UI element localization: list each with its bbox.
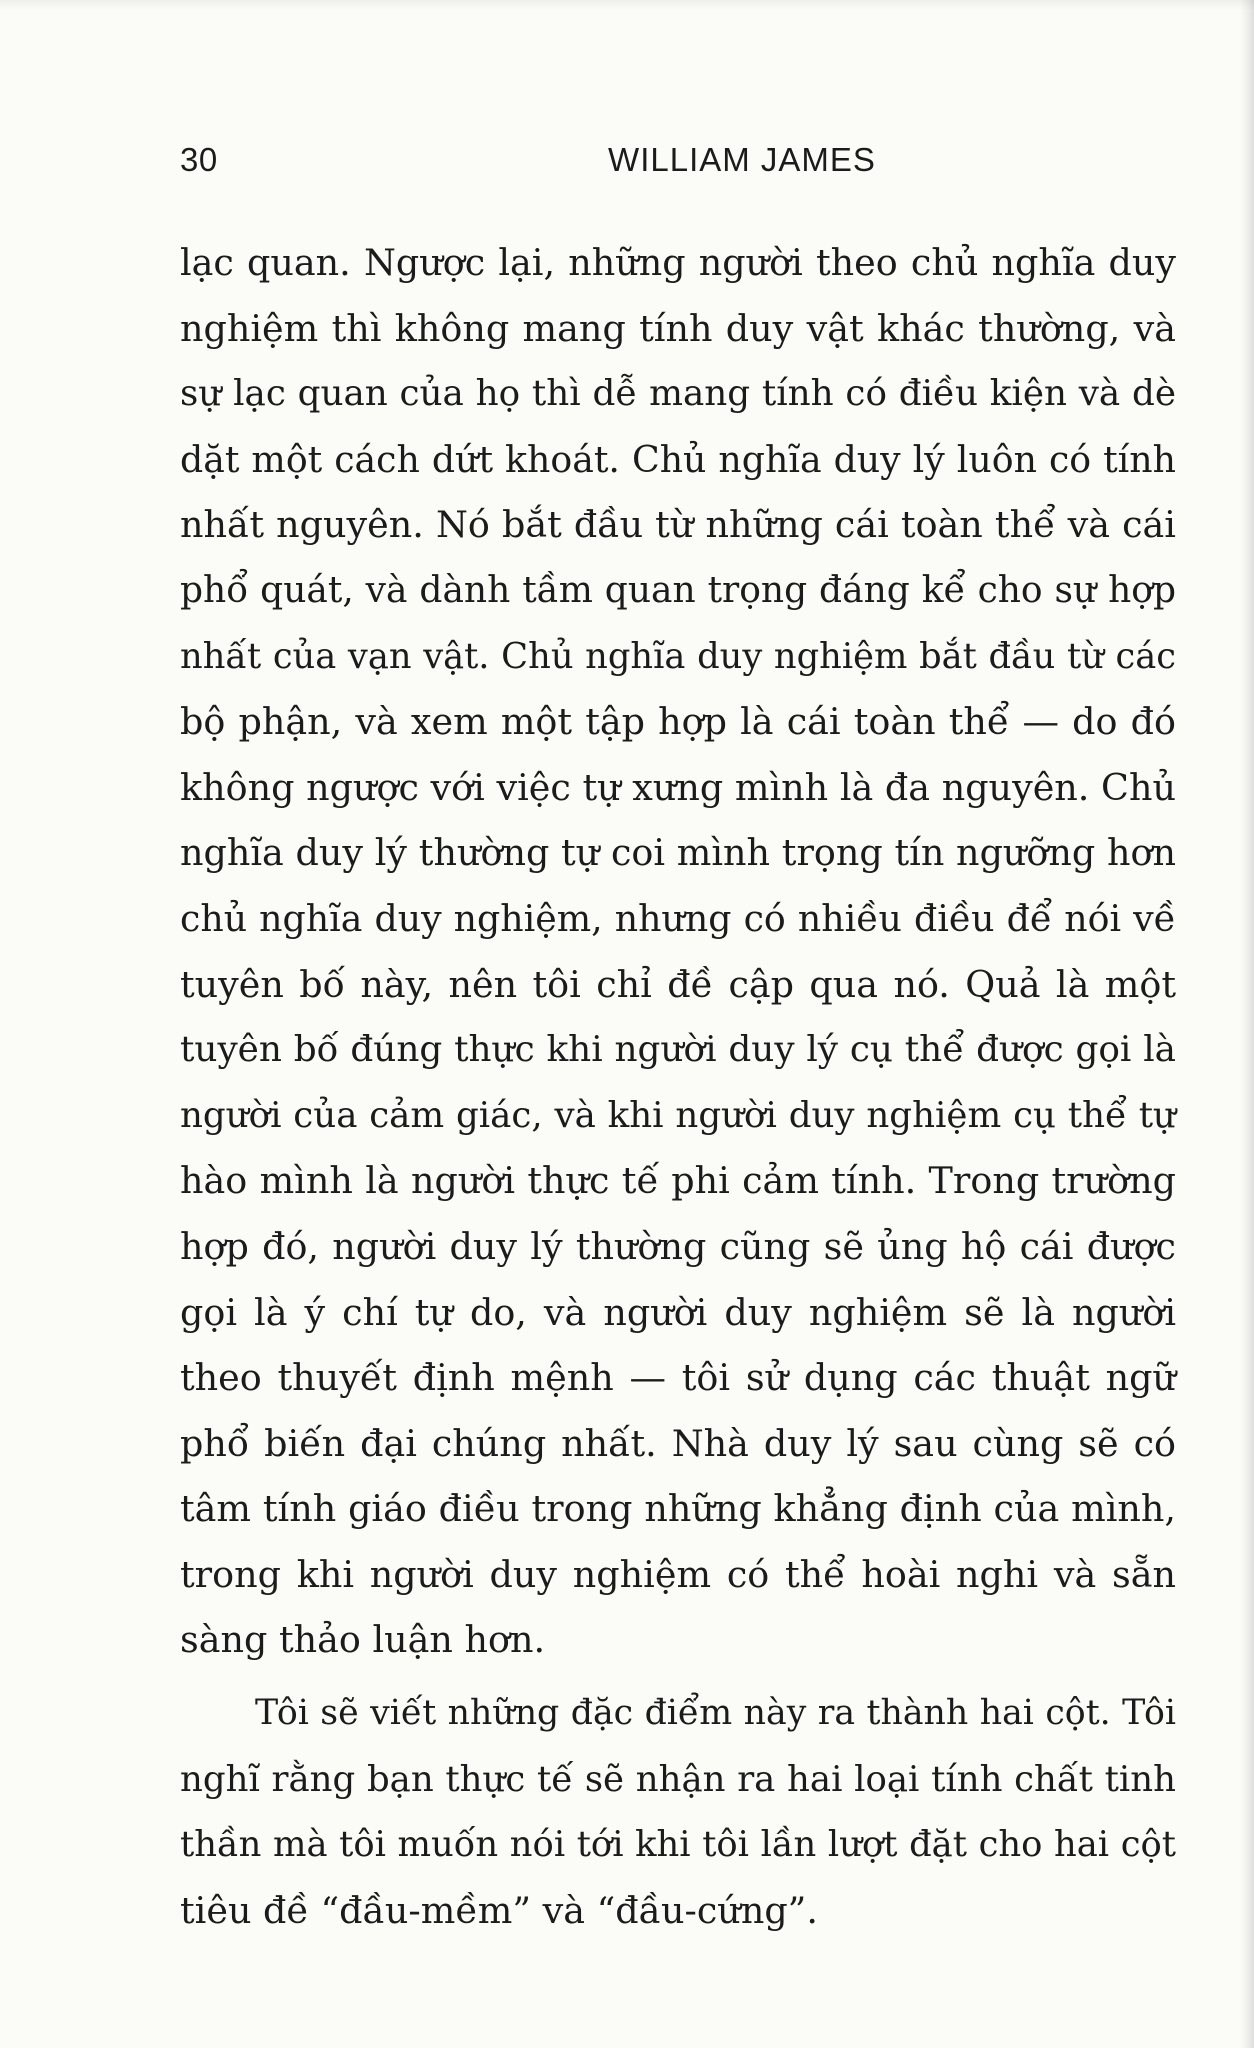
text-line: tuyên bố đúng thực khi người duy lý cụ thể được gọi là <box>180 1029 1176 1071</box>
page-header <box>180 136 1170 184</box>
text-line: tuyên bố này, nên tôi chỉ đề cập qua nó. Quả là một <box>180 962 1176 1006</box>
text-line: sự lạc quan của họ thì dễ mang tính có điều kiện và dè <box>180 373 1176 415</box>
text-line: nghĩ rằng bạn thực tế sẽ nhận ra hai loại tính chất tinh <box>180 1758 1176 1800</box>
page-top-shadow <box>0 0 1254 10</box>
text-line: Tôi sẽ viết những đặc điểm này ra thành hai cột. Tôi <box>255 1693 1176 1734</box>
text-line: phổ biến đại chúng nhất. Nhà duy lý sau cùng sẽ có <box>180 1421 1176 1465</box>
text-line: nghĩa duy lý thường tự coi mình trọng tín ngưỡng hơn <box>180 831 1176 875</box>
text-line: chủ nghĩa duy nghiệm, nhưng có nhiều điều để nói về <box>180 896 1176 940</box>
page-right-edge <box>1240 0 1254 2048</box>
text-line: sàng thảo luận hơn. <box>180 1618 546 1662</box>
body-text <box>180 230 1176 1943</box>
text-line: nhất của vạn vật. Chủ nghĩa duy nghiệm bắt đầu từ các <box>180 635 1176 677</box>
paragraph-2 <box>180 1681 1176 1943</box>
text-line: tâm tính giáo điều trong những khẳng định của mình, <box>180 1487 1176 1531</box>
text-line: gọi là ý chí tự do, và người duy nghiệm sẽ là người <box>180 1290 1176 1334</box>
text-line: dặt một cách dứt khoát. Chủ nghĩa duy lý luôn có tính <box>180 437 1176 481</box>
paragraph-1 <box>180 230 1176 1673</box>
text-line: người của cảm giác, và khi người duy nghiệm cụ thể tự <box>180 1094 1176 1136</box>
text-line: phổ quát, và dành tầm quan trọng đáng kể cho sự hợp <box>180 569 1176 611</box>
text-line: thần mà tôi muốn nói tới khi tôi lần lượt đặt cho hai cột <box>180 1824 1176 1866</box>
text-line: bộ phận, và xem một tập hợp là cái toàn thể — do đó <box>180 700 1176 744</box>
text-line: không ngược với việc tự xưng mình là đa nguyên. Chủ <box>180 765 1176 809</box>
text-line: hào mình là người thực tế phi cảm tính. Trong trường <box>180 1159 1176 1203</box>
text-line: nghiệm thì không mang tính duy vật khác thường, và <box>180 306 1176 350</box>
text-line: hợp đó, người duy lý thường cũng sẽ ủng hộ cái được <box>180 1224 1176 1268</box>
text-line: trong khi người duy nghiệm có thể hoài nghi và sẵn <box>180 1552 1176 1596</box>
text-line: theo thuyết định mệnh — tôi sử dụng các thuật ngữ <box>180 1356 1176 1400</box>
text-line: nhất nguyên. Nó bắt đầu từ những cái toàn thể và cái <box>180 503 1176 547</box>
text-line: tiêu đề “đầu-mềm” và “đầu-cứng”. <box>180 1888 818 1932</box>
running-head-author: WILLIAM JAMES <box>608 141 876 178</box>
page-number: 30 <box>180 141 218 178</box>
text-line: lạc quan. Ngược lại, những người theo chủ nghĩa duy <box>180 241 1176 284</box>
